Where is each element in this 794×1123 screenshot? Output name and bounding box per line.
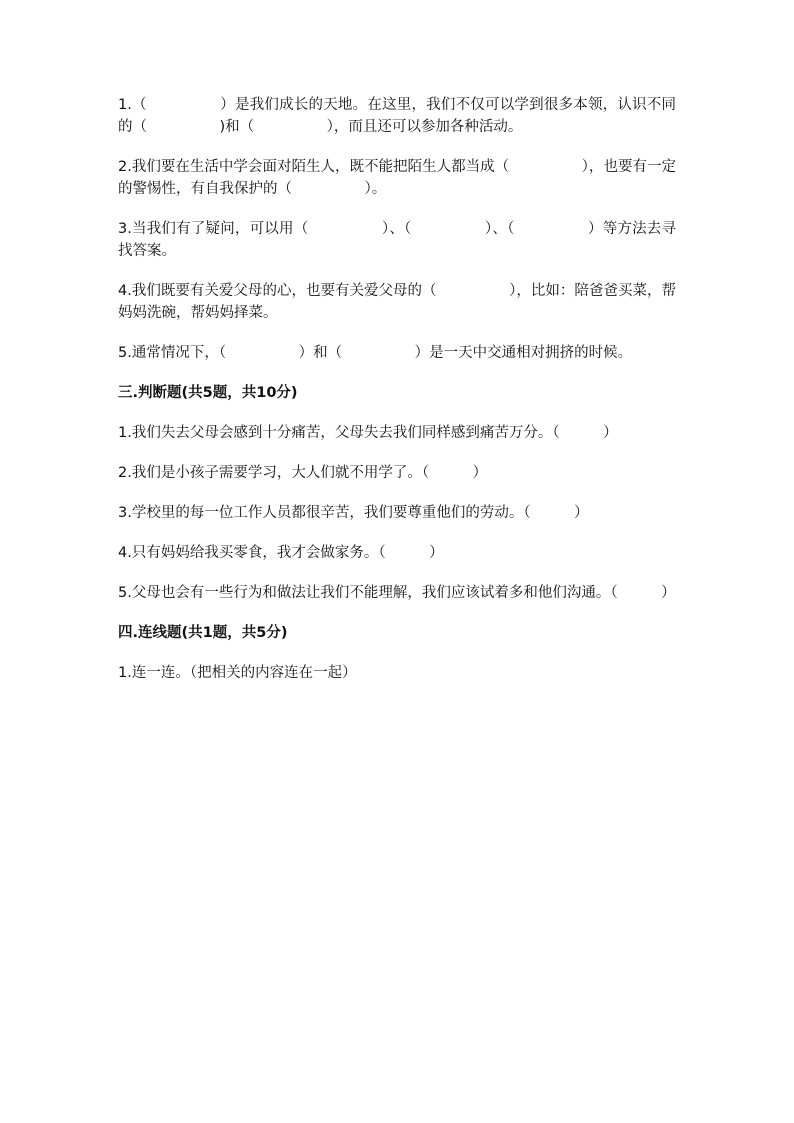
worksheet-page [118, 94, 676, 702]
section-title-judge: 三.判断题(共5题，共10分) [118, 385, 298, 401]
judge-question-2: 2.我们是小孩子需要学习，大人们就不用学了。（ ） [118, 465, 488, 481]
section-title-connect: 四.连线题(共1题，共5分) [118, 625, 288, 641]
connect-question-1: 1.连一连。（把相关的内容连在一起） [118, 665, 357, 681]
fill-blank-question-1: 1.（ ）是我们成长的天地。在这里，我们不仅可以学到很多本领，认识不同的（ )和（ ），而且还可以参加各种活动。 [118, 97, 676, 135]
judge-question-1: 1.我们失去父母会感到十分痛苦，父母失去我们同样感到痛苦万分。（ ） [118, 425, 618, 441]
fill-blank-question-3: 3.当我们有了疑问，可以用（ ）、（ ）、（ ）等方法去寻找答案。 [118, 221, 676, 259]
fill-blank-question-4: 4.我们既要有关爱父母的心，也要有关爱父母的（ ），比如：陪爸爸买菜，帮妈妈洗碗，帮妈妈择菜。 [118, 283, 676, 321]
fill-blank-question-5: 5.通常情况下，（ ）和（ ）是一天中交通相对拥挤的时候。 [118, 345, 633, 361]
judge-question-5: 5.父母也会有一些行为和做法让我们不能理解，我们应该试着多和他们沟通。（ ） [118, 585, 676, 601]
judge-question-3: 3.学校里的每一位工作人员都很辛苦，我们要尊重他们的劳动。（ ） [118, 505, 589, 521]
fill-blank-question-2: 2.我们要在生活中学会面对陌生人，既不能把陌生人都当成（ ），也要有一定的警惕性，有自我保护的（ ）。 [118, 159, 676, 197]
judge-question-4: 4.只有妈妈给我买零食，我才会做家务。（ ） [118, 545, 444, 561]
